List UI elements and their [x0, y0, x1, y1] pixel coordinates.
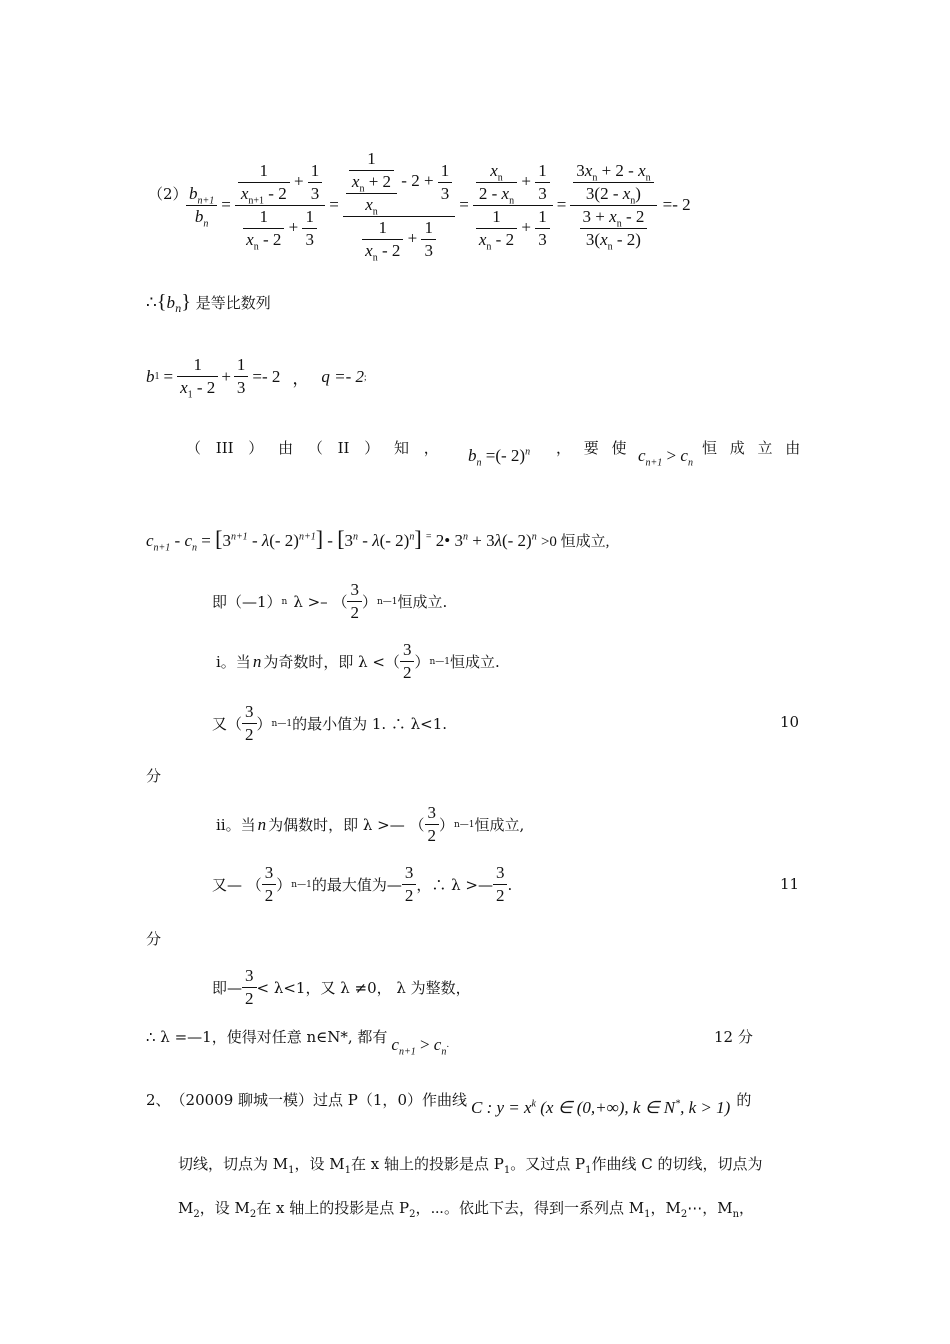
geometric-statement: 是等比数列 [195, 294, 271, 312]
step1-line: 即（—1） n λ >– （ $\frac{3}{2}$ ） n—1 恒成立. [212, 580, 448, 622]
step4-line: ⅱ。当 n 为偶数时，即 λ >— （ $\frac{3}{2}$ ） n—1 恒成立, [216, 803, 525, 845]
problem2-line1: 2、 （20009 聊城一模）过点 P（1，0）作曲线 C : $y = x^k$ (x ∈ (0,+∞), k ∈ N*, k > 1) 的 [146, 1091, 752, 1117]
cn-condition: $c_{n+1} > c_n$ [638, 446, 693, 469]
score-unit: 分 [146, 930, 162, 948]
score-11: 11 [780, 875, 800, 893]
frac-step3: $\frac{x_n}{2 - x_n}$ + $\frac{1}{3}$ $\frac{1}{x_n - 2}$ + $\frac{1}{3}$ [473, 161, 553, 250]
problem2-line2: 切线，切点为 $M_1$，设 $M_1$在 x 轴上的投影是点 $P_1$。又过点 $P_1$作曲线 C 的切线，切点为 [178, 1155, 763, 1176]
score-unit: 分 [146, 767, 162, 785]
step5-line: 又— （ $\frac{3}{2}$ ） n—1 的最大值为— $\frac{3}{2}$ ，∴ λ >— $\frac{3}{2}$ . [212, 863, 513, 905]
frac-step4: $\frac{\frac{3x_n + 2 - x_n}{3(2 - x_n)}}{\frac{3 + x_n - 2}{3(x_n - 2)}}$ [570, 161, 656, 250]
frac-bn1-over-bn: $\frac{b_{n+1}}{b_n}$ [186, 184, 217, 227]
b1-line: b 1 = $\frac{1}{x_1 - 2}$ + $\frac{1}{3}$ =- 2 ， q =- 2 ; [146, 355, 367, 401]
curve-formula: C : $y = x^k$ (x ∈ (0,+∞), k ∈ N*, k > 1) [470, 1098, 731, 1117]
bn-formula: $b_n$ =(- 2)$^n$ [468, 446, 531, 469]
part3-label: （ III ） 由 （ II ） 知 ， [186, 439, 439, 457]
step3-line: 又（ $\frac{3}{2}$ ） n—1 的最小值为 1. ∴ λ<1. [212, 702, 448, 744]
score-12: 12 分 [714, 1028, 753, 1046]
frac-step1: $\frac{1}{x_{n+1} - 2}$ + $\frac{1}{3}$ $\frac{1}{x_n - 2}$ + $\frac{1}{3}$ [235, 161, 325, 250]
geometric-line: $\therefore\{b_n\}$ 是等比数列 [146, 291, 271, 315]
step2-line: ⅰ。当 n 为奇数时，即 λ <（ $\frac{3}{2}$ ） n—1 恒成立. [216, 640, 500, 682]
part2-equation: $\frac{b_{n+1}}{b_n}$ = $\frac{1}{x_{n+1} - 2}$ + $\frac{1}{3}$ $\frac{1}{x_n - 2}$ + $\frac{1}{3}$ = $\frac{\frac{1}{x_n + 2}}{x_n}$ - 2 + $\frac{1}{3}$ $\frac{1}{x_n - 2}$ + $\frac{1}{3}$ = $\frac{x_n}{2 - x_n}$ + $\frac{1}{3}$ $\frac{1}{x_n - 2}$ + $\frac{1}{3}$ = $\frac{\frac{3x_n + 2 - x_n}{3(2 - x_n)}}{\frac{3 + x_n - 2}{3(x_n - 2)}}$ =- 2 [186, 140, 691, 270]
score-10: 10 [780, 713, 800, 731]
frac-step2: $\frac{\frac{1}{x_n + 2}}{x_n}$ - 2 + $\frac{1}{3}$ $\frac{1}{x_n - 2}$ + $\frac{1}{3}$ [343, 149, 455, 261]
problem-number: 2、 [146, 1091, 171, 1109]
difference-line: $c_{n+1} - c_n = [3^{n+1} - \lambda(-$ 2)$^{n+1}$] - [3$^n$ - λ(- 2)$^n$] = 2• $3^n + 3\lambda(-$ 2)$^n$ >0 恒成立, [146, 526, 610, 554]
step7-line: ∴ λ =—1，使得对任意 n∈N*, 都有 $c_{n+1} > c_n$ . [146, 1028, 450, 1058]
problem2-line3: $M_2$，设 $M_2$在 x 轴上的投影是点 $P_2$，⋯。依此下去，得到一系列点 $M_1$，$M_2\cdots$，$M_n$， [178, 1199, 755, 1220]
part2-label: （2） [148, 185, 188, 203]
step6-line: 即— $\frac{3}{2}$ < λ<1，又 λ ≠0， λ 为整数， [212, 966, 471, 1008]
